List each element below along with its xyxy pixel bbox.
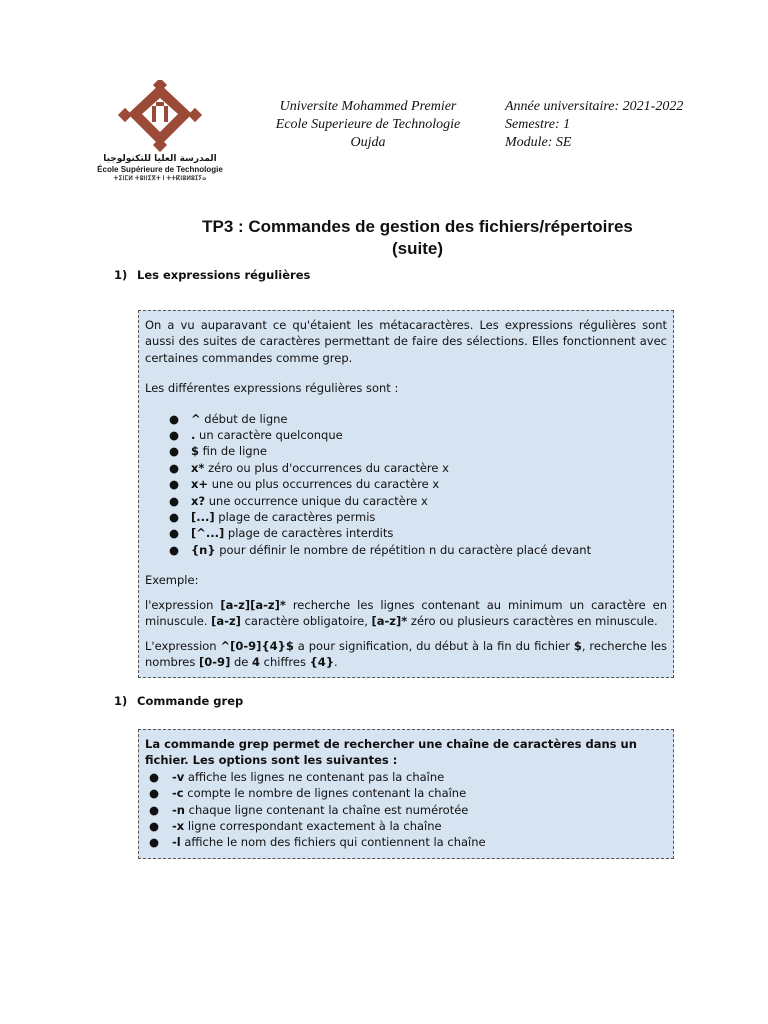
regex-list-intro: Les différentes expressions régulières sont :: [145, 381, 399, 396]
bullet-icon: ●: [169, 526, 180, 541]
section-heading-grep: [114, 694, 243, 708]
title-line-1: TP3 : Commandes de gestion des fichiers/répertoires: [202, 217, 633, 236]
page-title: [150, 216, 685, 260]
list-item: ● [...] plage de caractères permis: [169, 510, 376, 525]
bullet-icon: ●: [169, 477, 180, 492]
logo-tifinagh-text: ⵜⵉⵏⵎⵍ ⵜⵓⵏⵏⵉⴳⵜ ⵏ ⵜⵜⴽⵏⵓⵍⵓⵊⵢⴰ: [113, 176, 207, 182]
school-name: Ecole Superieure de Technologie: [275, 117, 461, 132]
section-number: 1): [114, 694, 128, 708]
university-name: Universite Mohammed Premier: [279, 99, 457, 114]
academic-info-block: [505, 98, 735, 152]
bullet-icon: ●: [149, 835, 160, 850]
semester: Semestre: 1: [505, 117, 571, 132]
bullet-icon: ●: [169, 428, 180, 443]
grep-intro: La commande grep permet de rechercher une chaîne de caractères dans un fichier. Les options sont les suivantes :: [145, 737, 637, 768]
bullet-icon: ●: [149, 819, 160, 834]
list-item: ● x* zéro ou plus d'occurrences du caractère x: [169, 460, 449, 475]
list-item: ● {n} pour définir le nombre de répétition n du caractère placé devant: [169, 542, 592, 557]
list-item: ● . un caractère quelconque: [169, 428, 343, 443]
list-item: ● -l affiche le nom des fichiers qui contiennent la chaîne: [149, 835, 486, 850]
bullet-icon: ●: [169, 493, 180, 508]
list-item: ● [^...] plage de caractères interdits: [169, 526, 394, 541]
example-label: Exemple:: [145, 573, 199, 588]
list-item: ● -n chaque ligne contenant la chaîne est numérotée: [149, 802, 469, 817]
list-item: ● -c compte le nombre de lignes contenant la chaîne: [149, 786, 467, 801]
section-title: Commande grep: [137, 694, 244, 708]
section-heading-regex: [114, 268, 310, 282]
academic-year: Année universitaire: 2021-2022: [505, 99, 684, 114]
logo-french-text: École Supérieure de Technologie: [97, 165, 223, 174]
section-number: 1): [114, 268, 128, 282]
bullet-icon: ●: [169, 542, 180, 557]
list-item: ● ^ début de ligne: [169, 411, 288, 426]
section-title: Les expressions régulières: [137, 268, 311, 282]
list-item: ● x? une occurrence unique du caractère x: [169, 493, 428, 508]
bullet-icon: ●: [169, 444, 180, 459]
example-1: l'expression [a-z][a-z]* recherche les lignes contenant au minimum un caractère en minuscule. [a-z] caractère obligatoire, [a-z]* zéro ou plusieurs caractères en minuscule.: [145, 597, 667, 629]
logo-arabic-text: المدرسة العليا للتكنولوجيا: [103, 154, 217, 164]
bullet-icon: ●: [169, 460, 180, 475]
regex-info-box: [138, 310, 674, 678]
bullet-icon: ●: [149, 769, 160, 784]
city-name: Oujda: [350, 135, 386, 150]
university-block: [258, 98, 478, 152]
bullet-icon: ●: [169, 411, 180, 426]
regex-intro: On a vu auparavant ce qu'étaient les métacaractères. Les expressions régulières sont aussi des suites de caractères permettant de faire des sélections. Elles fonctionnent avec certaines commandes comme grep.: [145, 318, 667, 365]
grep-info-box: [138, 729, 674, 859]
example-2: L'expression ^[0-9]{4}$ a pour signification, du début à la fin du fichier $, recherche les nombres [0-9] de 4 chiffres {4}.: [145, 638, 667, 669]
regex-list: [145, 411, 667, 559]
list-item: ● -x ligne correspondant exactement à la chaîne: [149, 819, 442, 834]
list-item: ● $ fin de ligne: [169, 444, 267, 459]
list-item: ● x+ une ou plus occurrences du caractère x: [169, 477, 440, 492]
list-item: ● -v affiche les lignes ne contenant pas la chaîne: [149, 769, 445, 784]
module: Module: SE: [505, 135, 572, 150]
bullet-icon: ●: [169, 510, 180, 525]
title-line-2: (suite): [392, 239, 443, 258]
grep-options-list: [145, 769, 667, 851]
bullet-icon: ●: [149, 786, 160, 801]
bullet-icon: ●: [149, 802, 160, 817]
logo-emblem: [118, 80, 202, 152]
